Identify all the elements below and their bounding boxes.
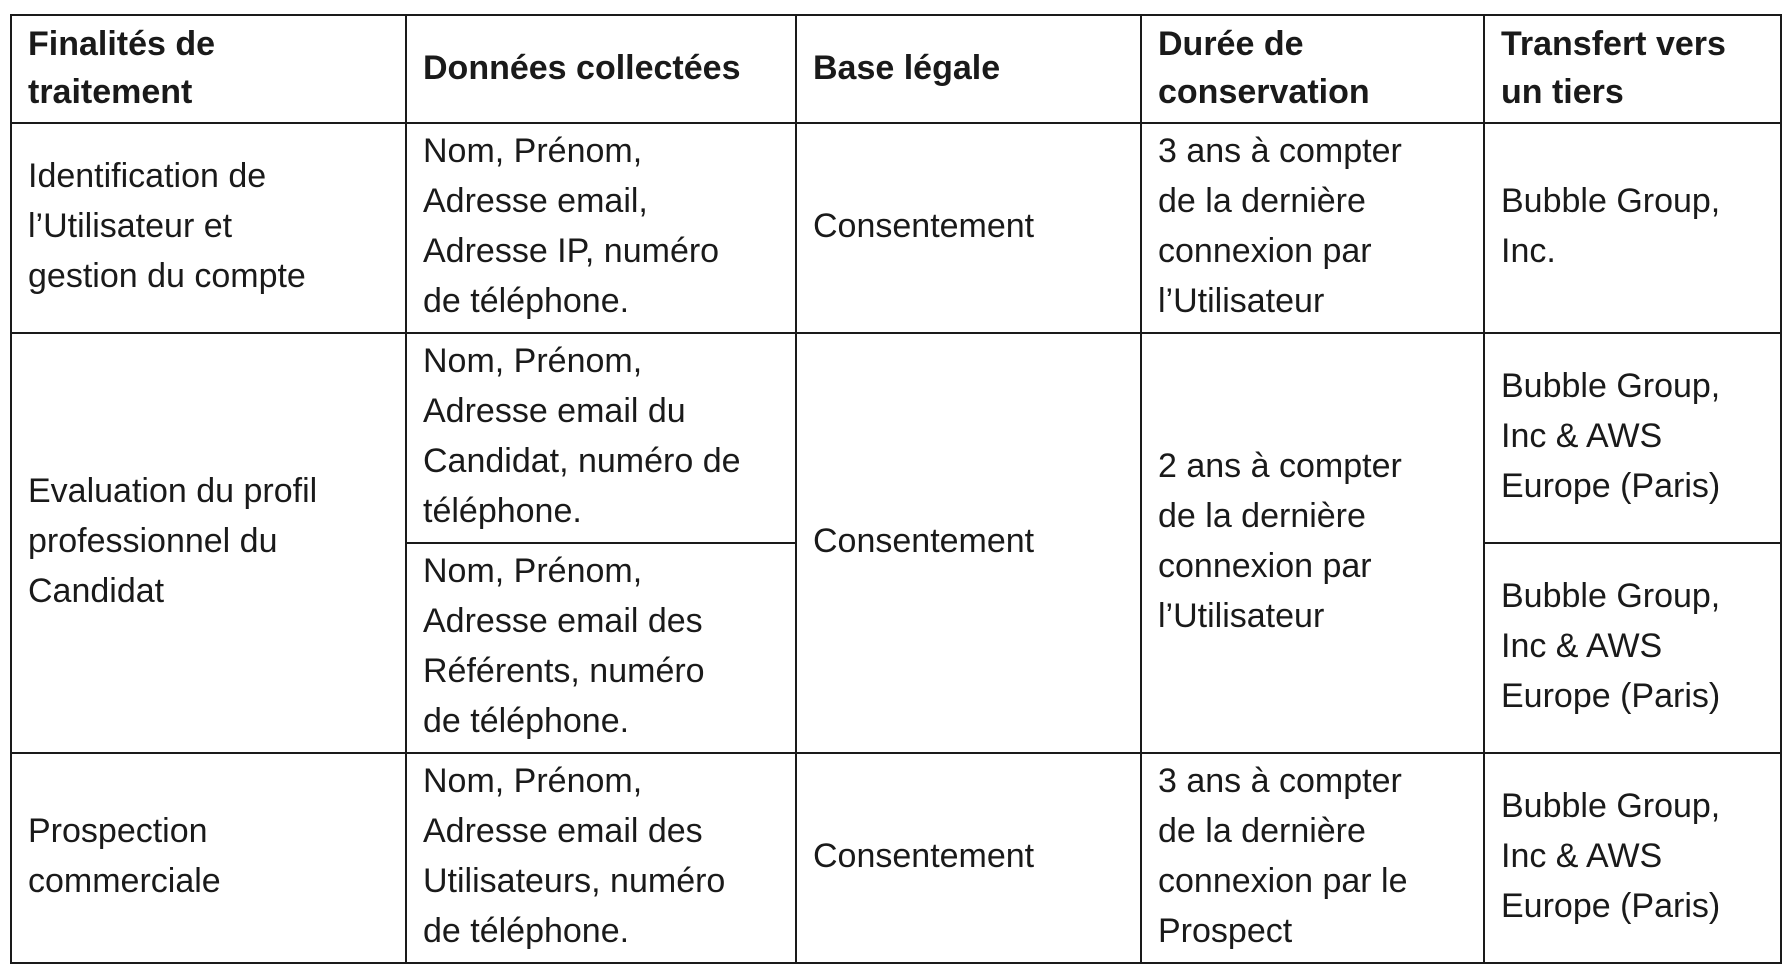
cell-transfert: Bubble Group, Inc & AWS Europe (Paris) [1484,333,1781,543]
header-donnees: Données collectées [406,15,796,123]
cell-finalite: Prospection commerciale [11,753,406,963]
cell-base-legale: Consentement [796,753,1141,963]
cell-transfert: Bubble Group, Inc & AWS Europe (Paris) [1484,753,1781,963]
table-row [11,123,1781,333]
header-base-legale: Base légale [796,15,1141,123]
cell-donnees: Nom, Prénom, Adresse email des Référents, numéro de téléphone. [406,543,796,753]
cell-donnees: Nom, Prénom, Adresse email du Candidat, numéro de téléphone. [406,333,796,543]
table-row [11,753,1781,963]
cell-donnees: Nom, Prénom, Adresse email, Adresse IP, numéro de téléphone. [406,123,796,333]
cell-finalite: Evaluation du profil professionnel du Candidat [11,333,406,753]
header-duree: Durée de conservation [1141,15,1484,123]
table-header-row [11,15,1781,123]
header-transfert: Transfert vers un tiers [1484,15,1781,123]
cell-duree: 3 ans à compter de la dernière connexion par l’Utilisateur [1141,123,1484,333]
cell-duree: 3 ans à compter de la dernière connexion par le Prospect [1141,753,1484,963]
header-finalites: Finalités de traitement [11,15,406,123]
cell-donnees: Nom, Prénom, Adresse email des Utilisateurs, numéro de téléphone. [406,753,796,963]
data-processing-table [10,14,1782,964]
cell-base-legale: Consentement [796,333,1141,753]
cell-transfert: Bubble Group, Inc & AWS Europe (Paris) [1484,543,1781,753]
table-row [11,333,1781,543]
cell-transfert: Bubble Group, Inc. [1484,123,1781,333]
cell-finalite: Identification de l’Utilisateur et gestion du compte [11,123,406,333]
cell-base-legale: Consentement [796,123,1141,333]
cell-duree: 2 ans à compter de la dernière connexion par l’Utilisateur [1141,333,1484,753]
